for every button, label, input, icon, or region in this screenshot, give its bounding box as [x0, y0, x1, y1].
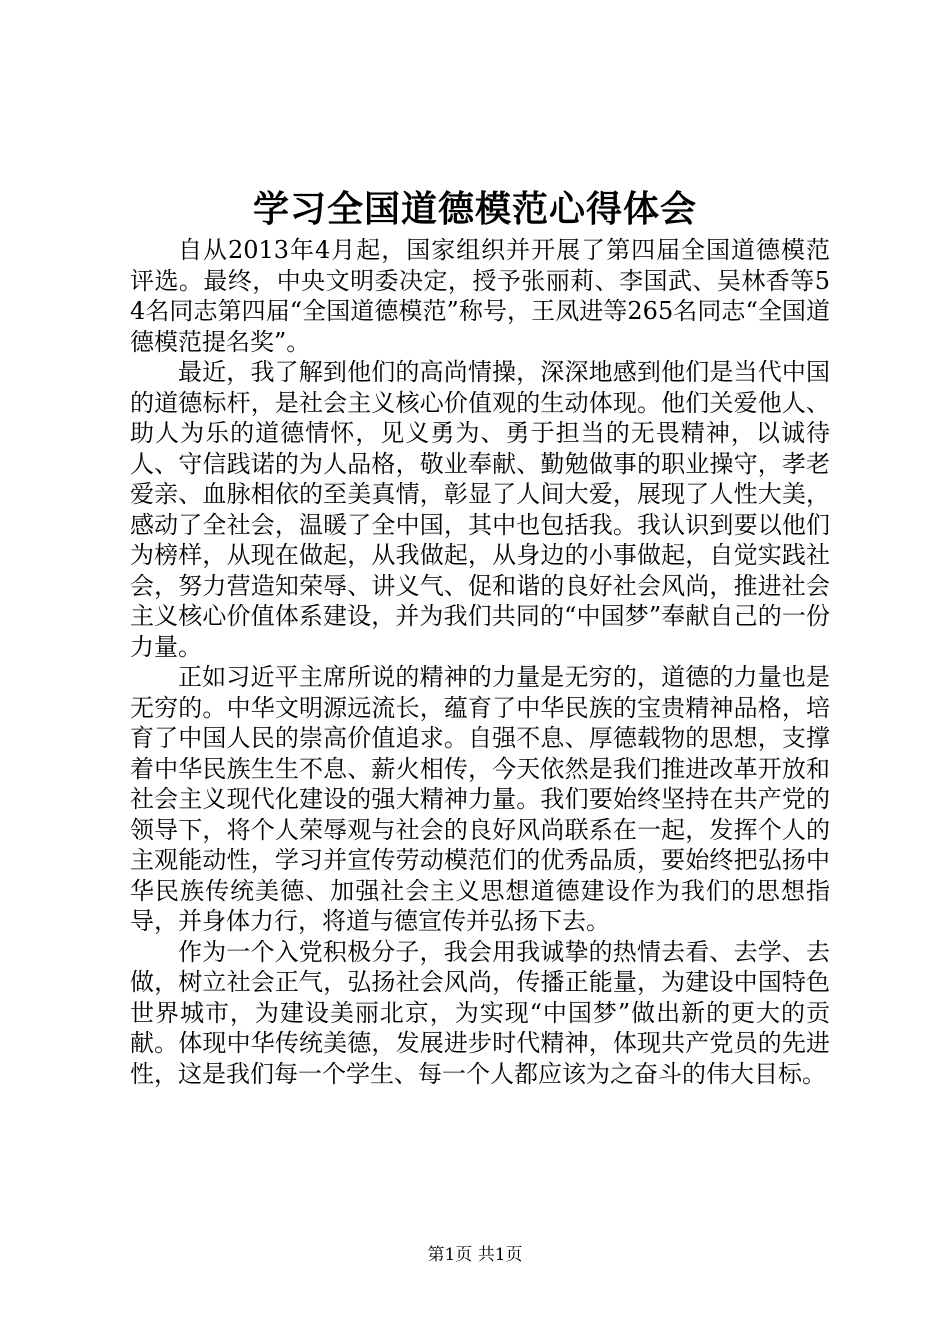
- paragraph: 自从2013年4月起，国家组织并开展了第四届全国道德模范评选。最终，中央文明委决定，授予张丽莉、李国武、吴林香等54名同志第四届“全国道德模范”称号，王凤进等265名同志“全国道德模范提名奖”。: [130, 236, 830, 356]
- document-body: [130, 235, 830, 1089]
- page-footer: 第1页 共1页: [427, 1245, 523, 1265]
- paragraph: 正如习近平主席所说的精神的力量是无穷的，道德的力量也是无穷的。中华文明源远流长，蕴育了中华民族的宝贵精神品格，培育了中国人民的崇高价值追求。自强不息、厚德载物的思想，支撑着中华民族生生不息、薪火相传，今天依然是我们推进改革开放和社会主义现代化建设的强大精神力量。我们要始终坚持在共产党的领导下，将个人荣辱观与社会的良好风尚联系在一起，发挥个人的主观能动性，学习并宣传劳动模范们的优秀品质，要始终把弘扬中华民族传统美德、加强社会主义思想道德建设作为我们的思想指导，并身体力行，将道与德宣传并弘扬下去。: [130, 663, 830, 935]
- document-title: 学习全国道德模范心得体会: [252, 188, 697, 230]
- paragraph: 最近，我了解到他们的高尚情操，深深地感到他们是当代中国的道德标杆，是社会主义核心价值观的生动体现。他们关爱他人、助人为乐的道德情怀，见义勇为、勇于担当的无畏精神，以诚待人、守信践诺的为人品格，敬业奉献、勤勉做事的职业操守，孝老爱亲、血脉相依的至美真情，彰显了人间大爱，展现了人性大美，感动了全社会，温暖了全中国，其中也包括我。我认识到要以他们为榜样，从现在做起，从我做起，从身边的小事做起，自觉实践社会，努力营造知荣辱、讲义气、促和谐的良好社会风尚，推进社会主义核心价值体系建设，并为我们共同的“中国梦”奉献自己的一份力量。: [130, 358, 830, 661]
- paragraph: 作为一个入党积极分子，我会用我诚挚的热情去看、去学、去做，树立社会正气，弘扬社会风尚，传播正能量，为建设中国特色世界城市，为建设美丽北京，为实现“中国梦”做出新的更大的贡献。体现中华传统美德，发展进步时代精神，体现共产党员的先进性，这是我们每一个学生、每一个人都应该为之奋斗的伟大目标。: [130, 937, 830, 1088]
